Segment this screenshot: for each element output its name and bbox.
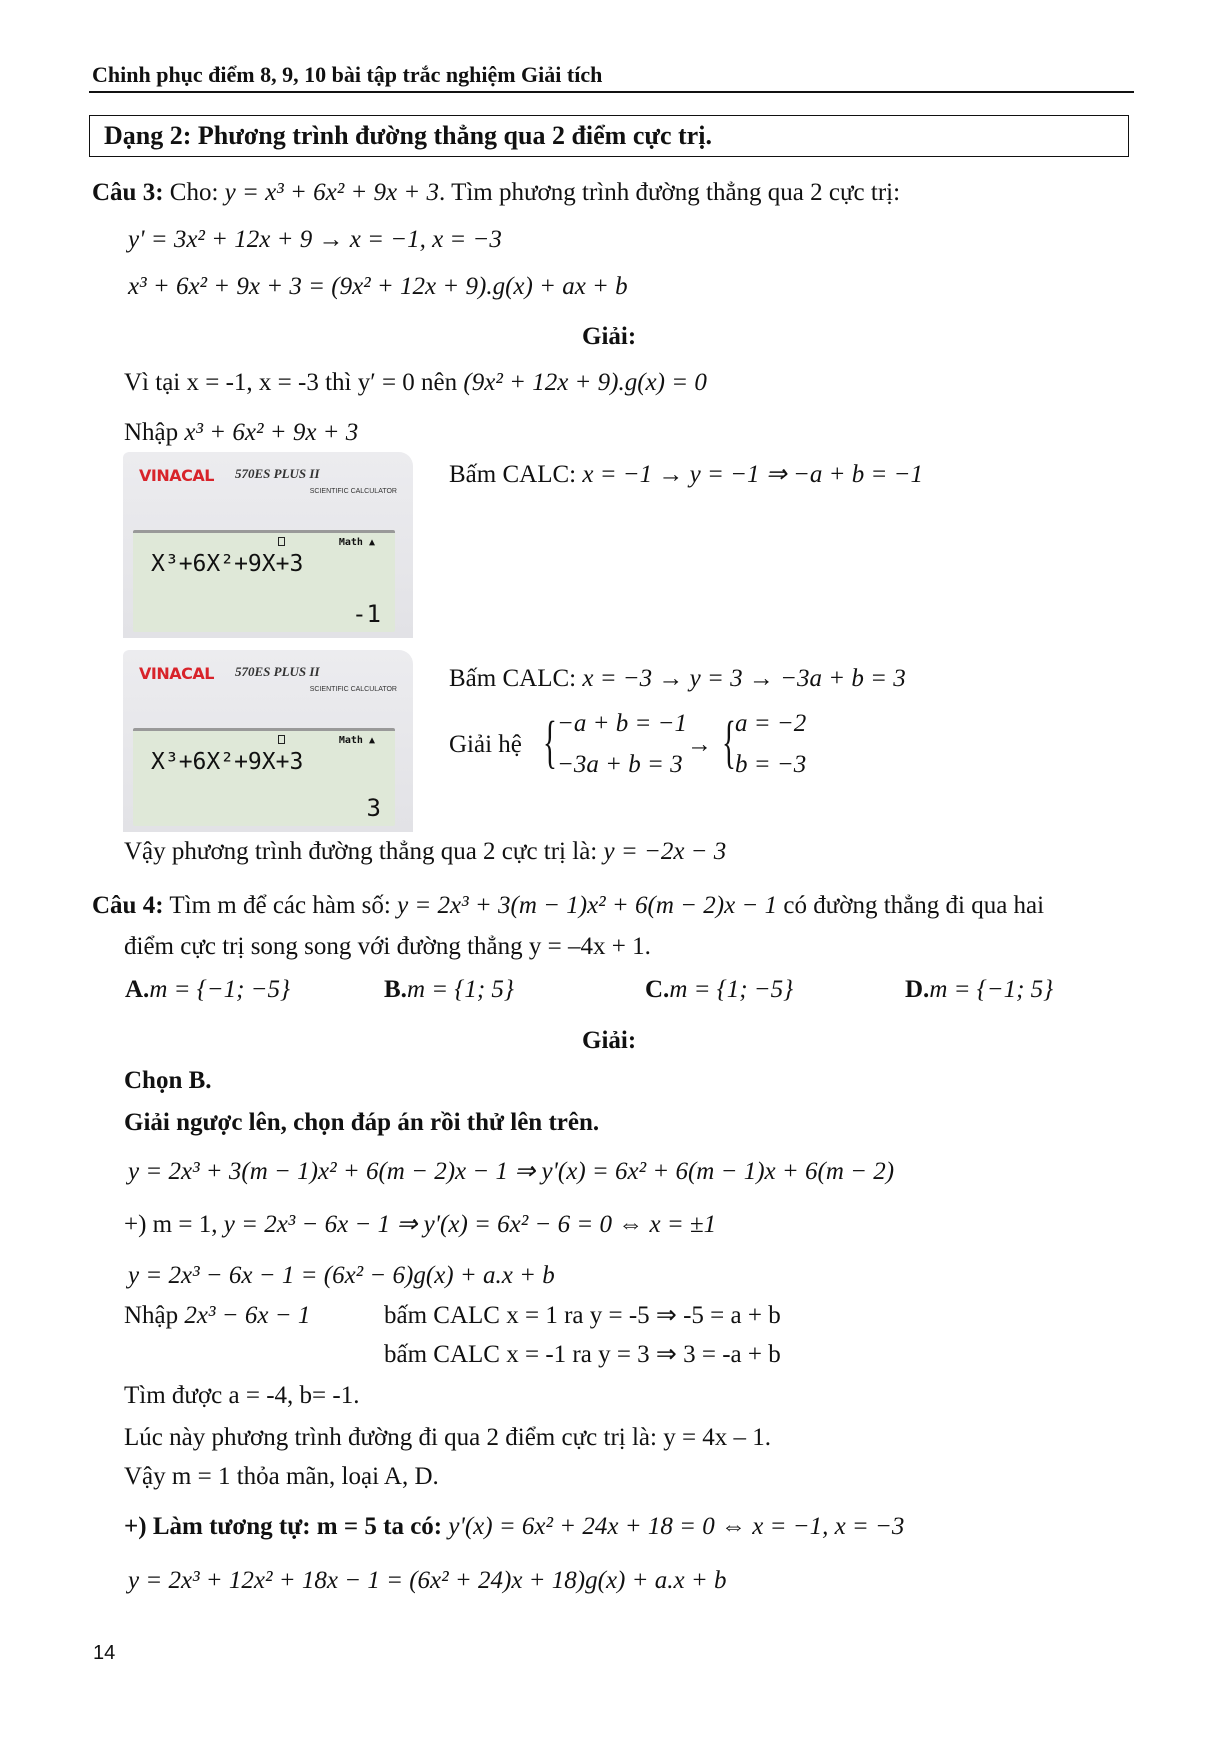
q3-intro: Cho: [169, 179, 219, 206]
q4-m1 [124, 1210, 716, 1240]
q3-reason-text: Vì tại x = -1, x = -3 thì y′ = 0 nên [124, 369, 458, 396]
q3-input [124, 418, 358, 448]
q4-intro: Tìm m để các hàm số: [169, 892, 391, 919]
m5-text: +) Làm tương tự: m = 5 ta có: [124, 1513, 443, 1540]
q4-m1-ok: Vậy m = 1 thỏa mãn, loại A, D. [124, 1463, 439, 1490]
calc-mode: Math ▲ [338, 735, 375, 746]
q3-label: Câu 3: [92, 179, 164, 206]
q3-calc-step-2 [449, 664, 906, 694]
option-letter: C. [645, 976, 670, 1003]
q4-statement-line2: điểm cực trị song song với đường thẳng y = –4x + 1. [124, 933, 651, 960]
q4-calc-a: bấm CALC x = 1 ra y = -5 ⇒ -5 = a + b [384, 1302, 781, 1329]
option-value: m = {−1; −5} [149, 976, 291, 1003]
q3-function: y = x³ + 6x² + 9x + 3 [224, 179, 440, 206]
option-letter: B. [384, 976, 407, 1003]
system1-eq2: −3a + b = 3 [557, 751, 683, 778]
q3-statement [92, 178, 900, 208]
q4-solution-heading: Giải: [582, 1027, 637, 1054]
q3-reason [124, 368, 707, 398]
header-rule [89, 91, 1134, 93]
calc-expression: X³+6X²+9X+3 [151, 551, 304, 577]
q4-choice: Chọn B. [124, 1067, 212, 1094]
q4-m5 [124, 1512, 904, 1542]
brace-left: { [722, 709, 736, 774]
section-title-box [89, 115, 1129, 157]
m1-text: +) m = 1, [124, 1211, 218, 1238]
q4-found: Tìm được a = -4, b= -1. [124, 1382, 360, 1409]
brace-left: { [543, 709, 557, 774]
m1-math: y = 2x³ − 6x − 1 ⇒ y'(x) = 6x² − 6 = 0 ⇔ x = ±1 [223, 1211, 717, 1238]
calc-screen [133, 728, 395, 826]
input-math: 2x³ − 6x − 1 [184, 1302, 311, 1329]
q4-statement [92, 891, 1044, 921]
section-title: Dạng 2: Phương trình đường thẳng qua 2 điểm cực trị. [104, 121, 712, 150]
calc-subtitle: SCIENTIFIC CALCULATOR [309, 686, 397, 693]
conclusion-text: Vậy phương trình đường thẳng qua 2 cực trị là: [124, 838, 598, 865]
calc-model: 570ES PLUS II [235, 664, 320, 679]
q4-line-eq: Lúc này phương trình đường đi qua 2 điểm cực trị là: y = 4x – 1. [124, 1424, 772, 1451]
system1-eq1: −a + b = −1 [557, 710, 687, 737]
q4-m1-division: y = 2x³ − 6x − 1 = (6x² − 6)g(x) + a.x + b [128, 1262, 555, 1289]
input-text: Nhập [124, 1302, 179, 1329]
calculator-image-1 [123, 452, 413, 638]
battery-icon [278, 735, 285, 744]
option-value: m = {−1; 5} [929, 976, 1054, 1003]
q3-input-math: x³ + 6x² + 9x + 3 [184, 419, 359, 446]
option-a [125, 975, 290, 1005]
q4-function: y = 2x³ + 3(m − 1)x² + 6(m − 2)x − 1 [397, 892, 778, 919]
system2-eq2: b = −3 [735, 751, 807, 778]
calc-subtitle: SCIENTIFIC CALCULATOR [309, 488, 397, 495]
option-value: m = {1; −5} [669, 976, 794, 1003]
calc-brand: VINACAL [139, 466, 214, 485]
q3-derivative: y' = 3x² + 12x + 9 → x = −1, x = −3 [128, 226, 502, 253]
option-letter: A. [125, 976, 150, 1003]
running-header: Chinh phục điểm 8, 9, 10 bài tập trắc nghiệm Giải tích [92, 62, 603, 87]
q4-label: Câu 4: [92, 892, 164, 919]
calc-brand: VINACAL [139, 664, 214, 683]
q3-solve-label: Giải hệ [449, 731, 522, 758]
calc-step-math: x = −3 → y = 3 → −3a + b = 3 [582, 665, 906, 692]
battery-icon [278, 537, 285, 546]
calc-model: 570ES PLUS II [235, 466, 320, 481]
calc-result: 3 [366, 794, 381, 822]
option-value: m = {1; 5} [406, 976, 514, 1003]
option-c [645, 975, 793, 1005]
q4-tail: có đường thẳng đi qua hai [783, 892, 1045, 919]
calc-expression: X³+6X²+9X+3 [151, 749, 304, 775]
q4-method: Giải ngược lên, chọn đáp án rồi thử lên trên. [124, 1109, 600, 1136]
q3-task: . Tìm phương trình đường thẳng qua 2 cực trị: [439, 179, 901, 206]
system2-eq1: a = −2 [735, 710, 807, 737]
page-number: 14 [93, 1642, 116, 1664]
calc-step-text: Bấm CALC: [449, 665, 577, 692]
q4-derivative: y = 2x³ + 3(m − 1)x² + 6(m − 2)x − 1 ⇒ y'(x) = 6x² + 6(m − 1)x + 6(m − 2) [128, 1158, 895, 1185]
calc-step-text: Bấm CALC: [449, 461, 577, 488]
calculator-image-2 [123, 650, 413, 832]
q4-calc-b: bấm CALC x = -1 ra y = 3 ⇒ 3 = -a + b [384, 1341, 781, 1368]
calc-mode: Math ▲ [338, 537, 375, 548]
option-letter: D. [905, 976, 930, 1003]
q3-input-text: Nhập [124, 419, 179, 446]
calc-result: -1 [352, 600, 381, 628]
q4-m5-division: y = 2x³ + 12x² + 18x − 1 = (6x² + 24)x + 18)g(x) + a.x + b [128, 1567, 727, 1594]
q3-solution-heading: Giải: [582, 323, 637, 350]
q3-division: x³ + 6x² + 9x + 3 = (9x² + 12x + 9).g(x) + ax + b [128, 273, 628, 300]
q3-reason-math: (9x² + 12x + 9).g(x) = 0 [463, 369, 707, 396]
q3-calc-step-1 [449, 460, 923, 490]
calc-step-math: x = −1 → y = −1 ⇒ −a + b = −1 [582, 461, 923, 488]
option-d [905, 975, 1053, 1005]
q3-conclusion [124, 837, 726, 867]
conclusion-math: y = −2x − 3 [603, 838, 727, 865]
q4-input [124, 1301, 310, 1331]
system-arrow: → [687, 731, 712, 758]
m5-math: y'(x) = 6x² + 24x + 18 = 0 ⇔ x = −1, x = −3 [448, 1513, 905, 1540]
option-b [384, 975, 514, 1005]
calc-screen [133, 530, 395, 632]
